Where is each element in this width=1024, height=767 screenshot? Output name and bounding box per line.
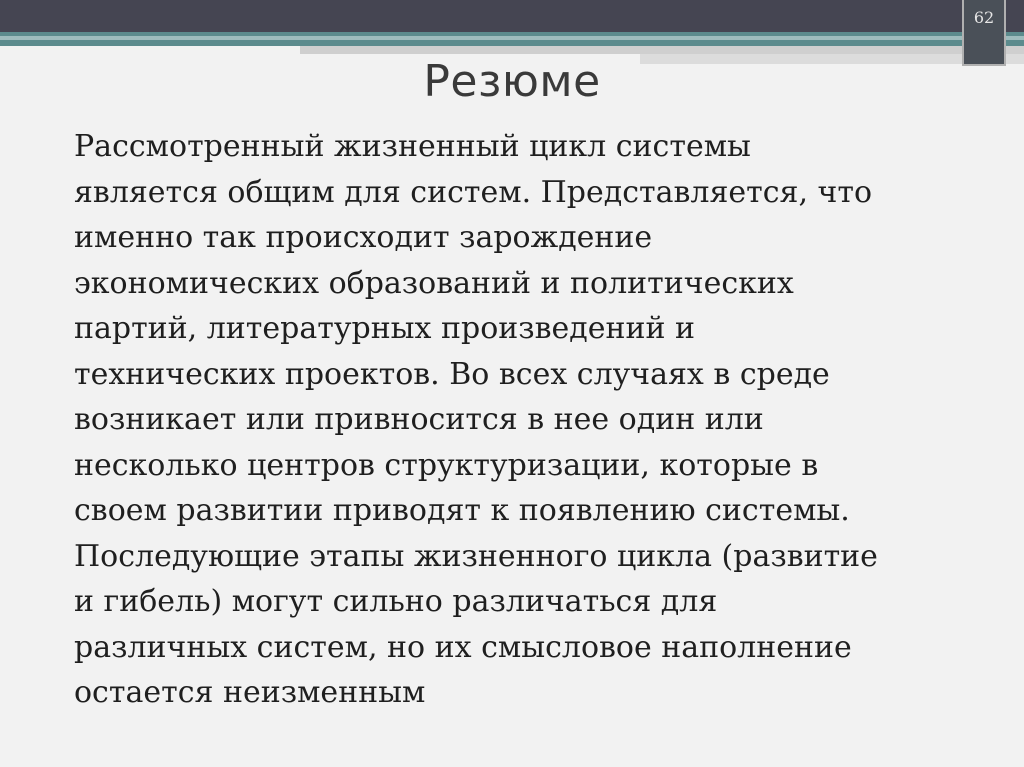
body-line: несколько центров структуризации, которые в [74, 447, 819, 483]
body-line: Рассмотренный жизненный цикл системы [74, 129, 751, 164]
body-line: технических проектов. Во всех случаях в среде [74, 356, 830, 392]
body-line: партий, литературных произведений и [74, 311, 696, 346]
body-line: является общим для систем. Представляется, что [74, 174, 873, 210]
top-decor-bar [0, 0, 1024, 32]
slide-title: Резюме [423, 56, 601, 107]
body-line: возникает или привносится в нее один или [74, 402, 764, 437]
body-text [74, 124, 974, 716]
body-line: различных систем, но их смысловое наполнение [74, 629, 852, 665]
body-line: и гибель) могут сильно различаться для [74, 584, 718, 619]
page-number: 62 [973, 8, 995, 27]
body-line: Последующие этапы жизненного цикла (развитие [74, 538, 878, 574]
body-line: именно так происходит зарождение [74, 220, 653, 255]
body-line: экономических образований и политических [74, 265, 794, 301]
grey-accent-step [300, 46, 1024, 54]
body-line: остается неизменным [74, 675, 426, 710]
body-line: своем развитии приводят к появлению системы. [74, 493, 850, 528]
light-accent-line [0, 36, 1024, 40]
